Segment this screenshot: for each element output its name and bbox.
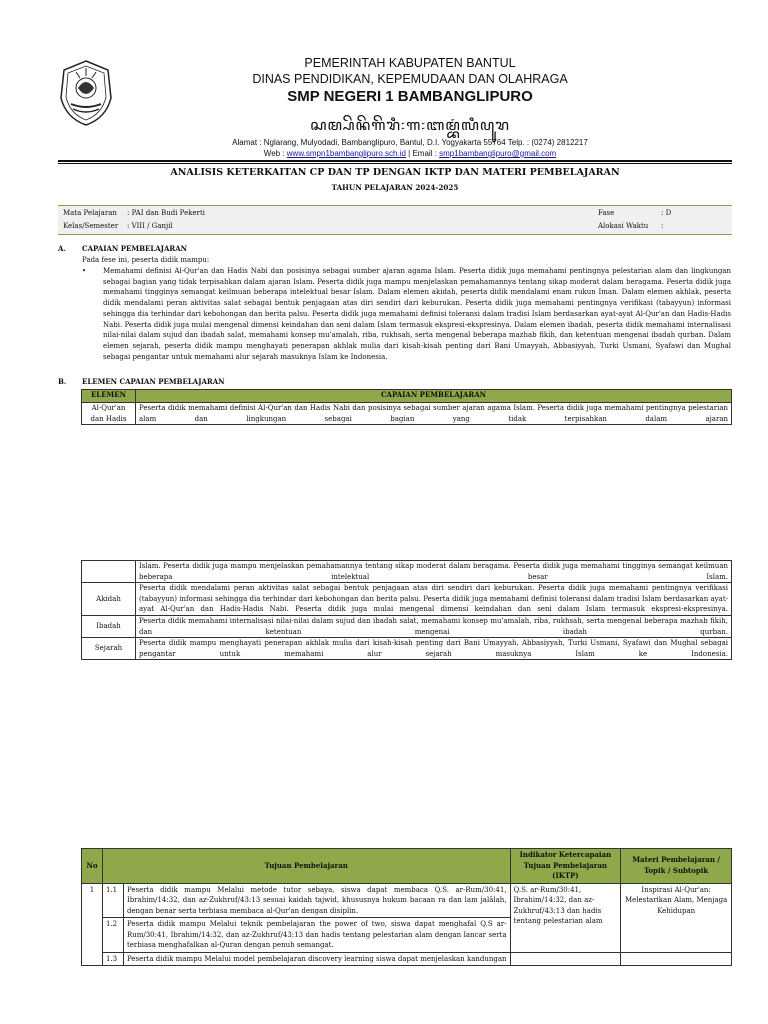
class-value: : VIII / Ganjil [127, 222, 173, 230]
objective-text: Peserta didik mampu Melalui model pembelajaran discovery learning siswa dapat menjelaskan kandungan [123, 952, 510, 966]
row-number: 1 [82, 883, 103, 966]
column-header-materi: Materi Pembelajaran / Topik / Subtopik [621, 849, 732, 884]
element-cell [82, 561, 136, 583]
iktp-cell: Q.S. ar-Rum/30:41, Ibrahim/14:32, dan az-Zukhruf/43:13 dan hadis tentang pelestarian alam [510, 883, 621, 952]
document-subtitle: TAHUN PELAJARAN 2024-2025 [331, 183, 459, 192]
phase-value: : D [661, 209, 672, 217]
javanese-script-name: ꦱꦩ꧀ꦥꦼꦤꦼꦒꦼꦫꦶ꧇꧑꧇ꦧꦩ꧀ꦧꦁꦭꦶꦥꦸꦫ [310, 117, 510, 134]
materi-cell-empty [621, 952, 732, 966]
objective-code: 1.3 [102, 952, 123, 966]
bullet-marker: • [82, 267, 87, 275]
element-cell: Al-Qur'an dan Hadis [82, 403, 136, 425]
materi-cell: Inspirasi Al-Qur'an: Melestarikan Alam, Menjaga Kehidupan [621, 883, 732, 952]
subject-label: Mata Pelajaran [63, 209, 117, 217]
objective-code: 1.2 [102, 918, 123, 953]
time-allocation-label: Alokasi Waktu [598, 222, 649, 230]
email-link[interactable]: smp1bambanglipuro@gmail.com [439, 149, 557, 158]
website-link[interactable]: www.smpn1bambanglipuro.sch.id [286, 149, 406, 158]
section-a-heading: CAPAIAN PEMBELAJARAN [82, 244, 188, 253]
element-cell: Ibadah [82, 615, 136, 637]
element-cell: Sejarah [82, 638, 136, 660]
school-address: Alamat : Nglarang, Mulyodadi, Bambanglipuro, Bantul, D.I. Yogyakarta 55764 Telp. : (0274) 2812217 [232, 138, 588, 147]
element-outcome-table-page2 [81, 560, 732, 660]
objective-code: 1.1 [102, 883, 123, 918]
outcome-cell: Peserta didik memahami definisi Al-Qur'an dan Hadis Nabi dan posisinya sebagai sumber ajaran agama Islam. Peserta didik juga memahami pentingnya pelestarian alam dan lingkungan sebagai bagian yang tidak terpisahkan dalam ajaran [136, 403, 732, 425]
phase-label: Fase [598, 209, 615, 217]
table-row [82, 583, 732, 616]
column-header-no: No [82, 849, 103, 884]
column-header-capaian: CAPAIAN PEMBELAJARAN [136, 390, 732, 403]
table-row [82, 561, 732, 583]
outcome-cell: Peserta didik memahami internalisasi nilai-nilai dalam sujud dan ibadah salat, memahami konsep mu'amalah, riba, rukhsah, serta mengenal beberapa mazhab fikih, dan ketentuan mengenai ibadah qurban. [136, 615, 732, 637]
section-a-letter: A. [58, 244, 66, 253]
objective-text: Peserta didik mampu Melalui teknik pembelajaran the power of two, siswa dapat menghafal Q.S ar-Rum/30:41, Ibrahim/14:32, dan az-Zukhruf/43:13 dan hadis tentang pelestarian alam dengan lancar serta terbiasa menghafalkan al-Quran dengan penuh semangat. [123, 918, 510, 953]
learning-outcome-paragraph: Memahami definisi Al-Qur'an dan Hadis Nabi dan posisinya sebagai sumber ajaran agama Islam. Peserta didik juga memahami pentingnya pelestarian alam dan lingkungan sebagai bagian yang tidak terpisahkan dalam ajaran Islam. Peserta didik juga mampu menjelaskan pemahamannya tentang sikap moderat dalam beragama. Peserta didik juga memahami tingginya semangat keilmuan beberapa intelektual besar Islam. Dalam elemen akidah, peserta didik mendalami enam rukun Iman. Dalam elemen akhlak, peserta didik mendalami peran aktivitas salat sebagai bentuk penjagaan atas diri sendiri dari keburukan. Peserta didik juga memahami pentingnya verifikasi (tabayyun) informasi sehingga dia terhindar dari kebohongan dan berita palsu. Peserta didik juga memahami definisi toleransi dalam tradisi Islam berdasarkan ayat-ayat Al-Qur'an dan Hadis-Hadis Nabi. Peserta didik juga mulai mengenal dimensi keindahan dan seni dalam Islam termasuk ekspresi-ekspresinya. Dalam elemen ibadah, peserta didik memahami internalisasi nilai-nilai dalam sujud dan ibadah salat, memahami konsep mu'amalah, riba, rukhsah, serta mengenal beberapa mazhab fikih, dan ketentuan mengenai ibadah qurban. Dalam elemen sejarah, peserta didik mampu menghayati penerapan akhlak mulia dari kisah-kisah penting dari Bani Umayyah, Abbasiyyah, Turki Usmani, Syafawi dan Mughal sebagai pengantar untuk memahami alur sejarah masuknya Islam ke Indonesia. [103, 267, 731, 361]
web-label: Web : [263, 149, 287, 158]
table-row [82, 883, 732, 918]
school-name: SMP NEGERI 1 BAMBANGLIPURO [287, 88, 533, 105]
section-b-heading: ELEMEN CAPAIAN PEMBELAJARAN [82, 377, 225, 386]
column-header-iktp: Indikator Ketercapaian Tujuan Pembelajaran (IKTP) [510, 849, 621, 884]
government-name: PEMERINTAH KABUPATEN BANTUL [304, 56, 516, 70]
iktp-cell-empty [510, 952, 621, 966]
email-label: | Email : [405, 149, 440, 158]
table-row [82, 403, 732, 425]
outcome-cell: Islam. Peserta didik juga mampu menjelaskan pemahamannya tentang sikap moderat dalam beragama. Peserta didik juga memahami tingginya semangat keilmuan beberapa intelektual besar Islam. [136, 561, 732, 583]
subject-value: : PAI dan Budi Pekerti [127, 209, 206, 217]
table-row [82, 638, 732, 660]
bantul-regency-logo [56, 58, 116, 128]
learning-objective-table [81, 848, 732, 966]
column-header-tp: Tujuan Pembelajaran [102, 849, 510, 884]
element-cell: Akidah [82, 583, 136, 616]
department-name: DINAS PENDIDIKAN, KEPEMUDAAN DAN OLAHRAGA [252, 72, 568, 86]
document-title: ANALISIS KETERKAITAN CP DAN TP DENGAN IKTP DAN MATERI PEMBELAJARAN [170, 167, 620, 178]
outcome-cell: Peserta didik mendalami peran aktivitas salat sebagai bentuk penjagaan atas diri sendiri dari keburukan. Peserta didik juga memahami pentingnya verifikasi (tabayyun) informasi sehingga dia terhindar dari kebohongan dan berita palsu. Peserta didik juga memahami definisi toleransi dalam tradisi Islam berdasarkan ayat-ayat Al-Qur'an dan Hadis-Hadis Nabi. Peserta didik juga mulai mengenal dimensi keindahan dan seni dalam Islam termasuk ekspresi-ekspresinya. [136, 583, 732, 616]
section-b-letter: B. [58, 377, 67, 386]
outcome-cell: Peserta didik mampu menghayati penerapan akhlak mulia dari kisah-kisah penting dari Bani Umayyah, Abbasiyyah, Turki Usmani, Syafawi dan Mughal sebagai pengantar untuk memahami alur sejarah masuknya Islam ke Indonesia. [136, 638, 732, 660]
table-row [82, 615, 732, 637]
section-a-intro: Pada fese ini, peserta didik mampu: [82, 256, 210, 264]
letterhead-rule-thin [58, 163, 732, 164]
column-header-elemen: ELEMEN [82, 390, 136, 403]
subject-info-panel [58, 205, 732, 235]
objective-text: Peserta didik mampu Melalui metode tutor sebaya, siswa dapat membaca Q.S. ar-Rum/30:41, Ibrahim/14:32, dan az-Zukhruf/43:13 sesuai kaidah tajwid, khususnya hukum bacaan ra dan lam jalālah, dengan benar serta terbiasa membaca al-Qur'an dengan disiplin. [123, 883, 510, 918]
class-label: Kelas/Semester [63, 222, 119, 230]
contact-line [150, 149, 670, 158]
letterhead-rule-thick [58, 160, 732, 162]
time-allocation-value: : [661, 222, 664, 230]
table-row [82, 952, 732, 966]
element-outcome-table-page1 [81, 389, 732, 425]
